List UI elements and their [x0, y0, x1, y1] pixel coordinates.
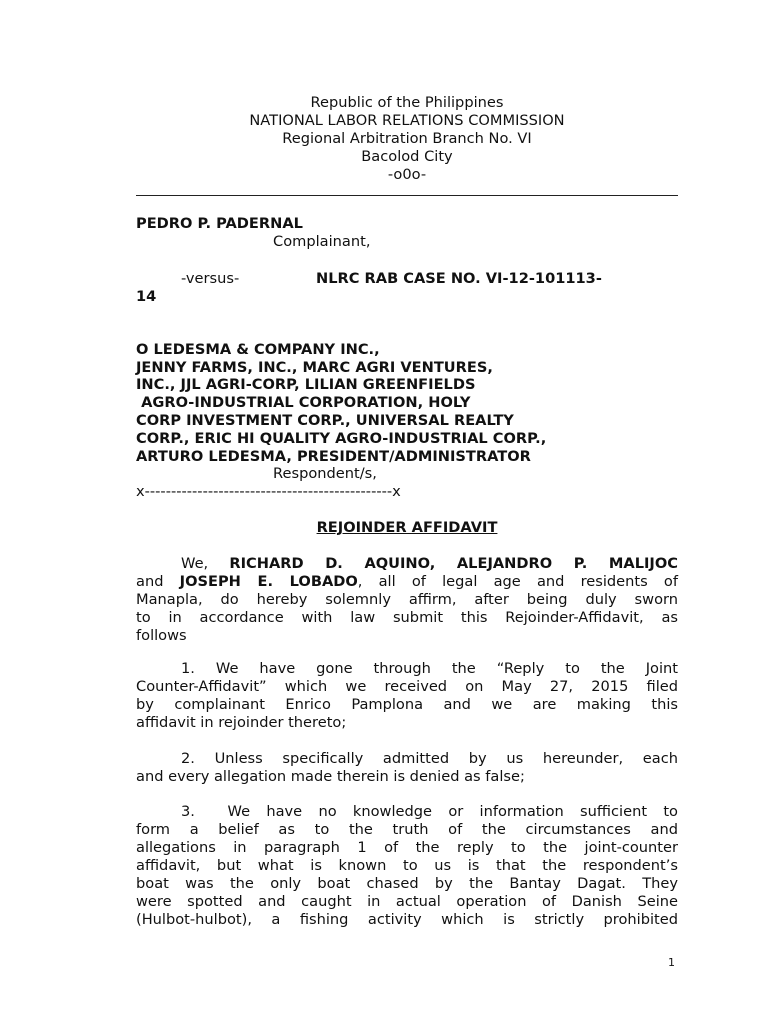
complainant-label: Complainant,	[273, 233, 371, 250]
respondent-label: Respondent/s,	[273, 465, 377, 482]
paragraph-line	[136, 555, 678, 573]
paragraph-line: allegations in paragraph 1 of the reply to the joint-counter	[136, 839, 678, 856]
case-number: NLRC RAB CASE NO. VI-12-101113-	[316, 270, 602, 287]
paragraph-line: (Hulbot-hulbot), a fishing activity which is strictly prohibited	[136, 911, 678, 928]
paragraph-line: affidavit in rejoinder thereto;	[136, 714, 347, 731]
paragraph-line: Manapla, do hereby solemnly affirm, after being duly sworn	[136, 591, 678, 608]
document-title: REJOINDER AFFIDAVIT	[316, 519, 498, 536]
header-ornament: -o0o-	[387, 166, 427, 183]
paragraph-line: 1. We have gone through the “Reply to the Joint	[181, 660, 678, 677]
affiant-name: JOSEPH E. LOBADO	[179, 573, 358, 590]
paragraph-line: and every allegation made therein is denied as false;	[136, 768, 525, 785]
paragraph-line: were spotted and caught in actual operation of Danish Seine	[136, 893, 678, 910]
affiant-names: RICHARD D. AQUINO, ALEJANDRO P. MALIJOC	[229, 555, 678, 572]
paragraph-line: 3. We have no knowledge or information sufficient to	[181, 803, 678, 820]
paragraph-line: affidavit, but what is known to us is that the respondent’s	[136, 857, 678, 874]
header-branch: Regional Arbitration Branch No. VI	[282, 130, 532, 147]
versus-label: -versus-	[181, 270, 240, 287]
paragraph-line: 2. Unless specifically admitted by us hereunder, each	[181, 750, 678, 767]
paragraph-line: to in accordance with law submit this Rejoinder-Affidavit, as	[136, 609, 678, 626]
intro-paragraph	[136, 555, 678, 645]
intro-text: and	[136, 573, 180, 590]
paragraph-3	[136, 803, 678, 929]
complainant-name: PEDRO P. PADERNAL	[136, 215, 303, 232]
header-republic: Republic of the Philippines	[310, 94, 504, 111]
respondent-line: O LEDESMA & COMPANY INC.,	[136, 341, 380, 358]
respondent-line: CORP INVESTMENT CORP., UNIVERSAL REALTY	[136, 412, 514, 429]
paragraph-line: by complainant Enrico Pamplona and we are making this	[136, 696, 678, 713]
respondent-line: CORP., ERIC HI QUALITY AGRO-INDUSTRIAL CORP.,	[136, 430, 547, 447]
intro-text: , all of legal age and residents of	[357, 573, 678, 590]
page-number: 1	[668, 956, 675, 969]
paragraph-line: Counter-Affidavit” which we received on May 27, 2015 filed	[136, 678, 678, 695]
paragraph-1	[136, 660, 678, 732]
paragraph-2	[136, 750, 678, 786]
paragraph-line: boat was the only boat chased by the Bantay Dagat. They	[136, 875, 678, 892]
respondent-line: JENNY FARMS, INC., MARC AGRI VENTURES,	[136, 359, 493, 376]
header-city: Bacolod City	[361, 148, 453, 165]
respondent-line: AGRO-INDUSTRIAL CORPORATION, HOLY	[136, 394, 471, 411]
respondent-line: ARTURO LEDESMA, PRESIDENT/ADMINISTRATOR	[136, 448, 531, 465]
paragraph-line: follows	[136, 627, 187, 644]
respondent-line: INC., JJL AGRI-CORP, LILIAN GREENFIELDS	[136, 376, 476, 393]
paragraph-line	[136, 573, 678, 591]
intro-text: We,	[181, 555, 230, 572]
header-divider	[136, 195, 678, 196]
case-number-continued: 14	[136, 288, 157, 305]
caption-separator: x-----------------------------------------------x	[136, 483, 401, 500]
paragraph-line: form a belief as to the truth of the circumstances and	[136, 821, 678, 838]
header-commission: NATIONAL LABOR RELATIONS COMMISSION	[249, 112, 565, 129]
